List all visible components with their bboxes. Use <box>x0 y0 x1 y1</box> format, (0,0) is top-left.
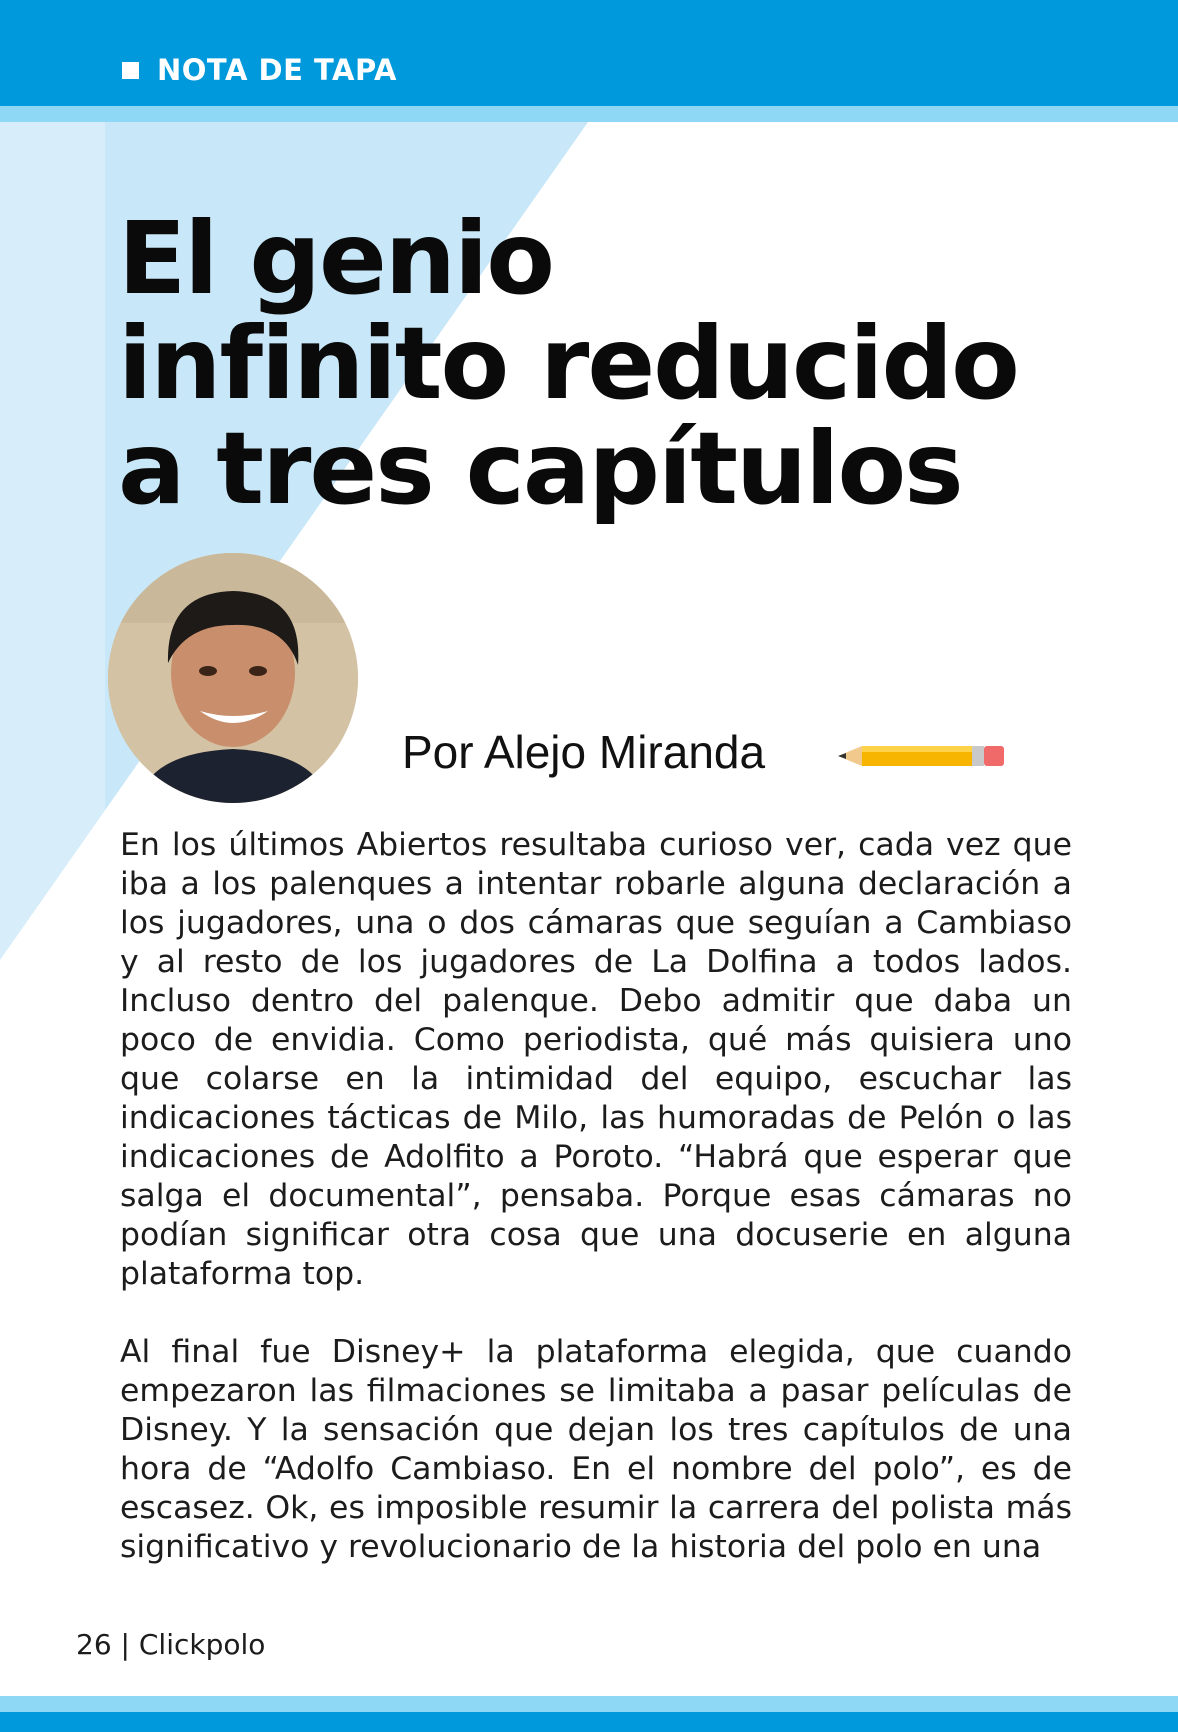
title-line: El genio <box>118 200 553 317</box>
article-paragraph: Al final fue Disney+ la plataforma elegida, que cuando empezaron las filmaciones se limitaba a pasar películas de Disney. Y la sensación que dejan los tres capítulos de una hora de “Adolfo Cambiaso. En el nombre del polo”, es de escasez. Ok, es imposible resumir la carrera del polista más significativo y revolucionario de la historia del polo en una <box>120 1334 1072 1565</box>
byline: Por Alejo Miranda <box>402 726 766 778</box>
section-label <box>122 50 397 90</box>
footer-bar <box>0 1712 1178 1732</box>
article-body <box>120 826 1072 1606</box>
title-line: a tres capítulos <box>118 410 962 527</box>
page-footer: 26 | Clickpolo <box>76 1628 266 1661</box>
author-portrait-photo <box>108 553 358 803</box>
pencil-icon <box>838 742 1006 770</box>
article-title <box>118 200 1118 527</box>
header-stripe <box>0 106 1178 122</box>
footer-stripe <box>0 1696 1178 1712</box>
section-label-text: NOTA DE TAPA <box>157 53 397 87</box>
author-avatar <box>108 553 358 803</box>
article-paragraph: En los últimos Abiertos resultaba curioso ver, cada vez que iba a los palenques a intentar robarle alguna declaración a los jugadores, una o dos cámaras que seguían a Cambiaso y al resto de los jugadores de La Dolfina a todos lados. Incluso dentro del palenque. Debo admitir que daba un poco de envidia. Como periodista, qué más quisiera uno que colarse en la intimidad del equipo, escuchar las indicaciones tácticas de Milo, las humoradas de Pelón o las indicaciones de Adolfito a Poroto. “Habrá que esperar que salga el documental”, pensaba. Porque esas cámaras no podían significar otra cosa que una docuserie en alguna plataforma top. <box>120 827 1072 1292</box>
section-square-icon <box>122 62 139 79</box>
title-line: infinito reducido <box>118 305 1018 422</box>
